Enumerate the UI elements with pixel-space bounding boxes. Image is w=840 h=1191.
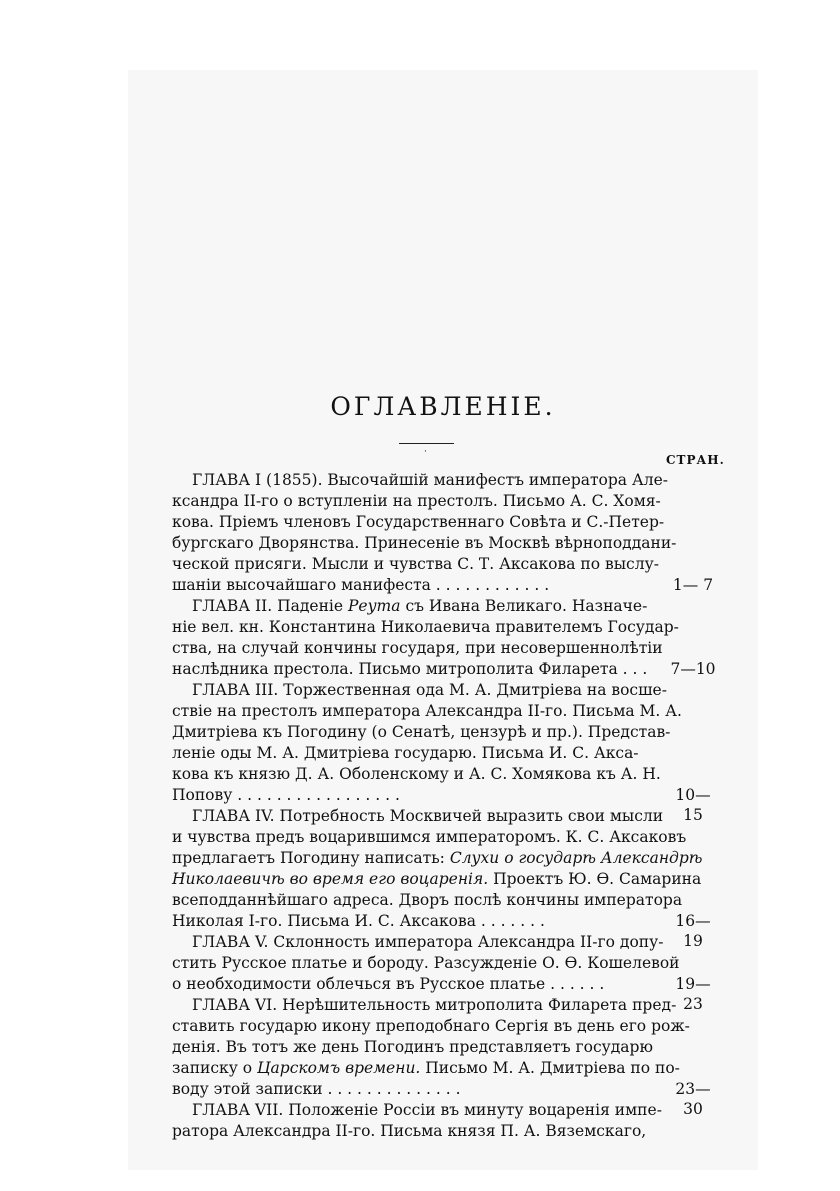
- toc-page-range: 16—19: [675, 912, 711, 950]
- toc-line: ксандра II-го о вступленіи на престолъ. Письмо А. С. Хомя-: [172, 492, 661, 510]
- toc-italic-term: Николаевичѣ во время его воцаренія.: [172, 870, 489, 888]
- toc-italic-term: Слухи о государѣ Александрѣ: [449, 849, 703, 867]
- toc-line: леніе оды М. А. Дмитріева государю. Письма И. С. Акса-: [172, 744, 639, 762]
- toc-line: кова къ князю Д. А. Оболенскому и А. С. Хомякова къ А. Н.: [172, 765, 661, 783]
- toc-line: Николая I-го. Письма И. С. Аксакова . . . . . . .: [172, 912, 545, 930]
- toc-line: ГЛАВА II. Паденіе Реута съ Ивана Великаго. Назначе-: [192, 597, 648, 615]
- toc-line: Дмитріева къ Погодину (о Сенатѣ, цензурѣ и пр.). Представ-: [172, 723, 671, 741]
- toc-line: ГЛАВА V. Склонность императора Александра II-го допу-: [192, 933, 664, 951]
- toc-line: предлагаетъ Погодину написать: Слухи о государѣ Александрѣ: [172, 849, 703, 867]
- toc-line: ГЛАВА I (1855). Высочайшій манифестъ императора Але-: [192, 471, 668, 489]
- title-rule-dot: ·: [424, 447, 427, 457]
- toc-page-range: 7—10: [670, 660, 716, 678]
- pages-column-header: СТРАН.: [666, 453, 725, 467]
- toc-line: бургскаго Дворянства. Принесеніе въ Москвѣ вѣрноподдани-: [172, 534, 677, 552]
- title-rule: [399, 443, 454, 444]
- toc-page-range: 10—15: [675, 786, 711, 824]
- toc-line: Попову . . . . . . . . . . . . . . . . .: [172, 786, 400, 804]
- toc-line: о необходимости облечься въ Русское платье . . . . . .: [172, 975, 605, 993]
- toc-line: всеподданнѣйшаго адреса. Дворъ послѣ кончины императора: [172, 891, 683, 909]
- toc-page-range: 19—23: [675, 975, 711, 1013]
- toc-line: кова. Пріемъ членовъ Государственнаго Совѣта и С.-Петер-: [172, 513, 665, 531]
- toc-line: ніе вел. кн. Константина Николаевича правителемъ Государ-: [172, 618, 679, 636]
- toc-line: записку о Царскомъ времени. Письмо М. А. Дмитріева по по-: [172, 1059, 680, 1077]
- toc-line: ствіе на престолъ императора Александра II-го. Письма М. А.: [172, 702, 682, 720]
- toc-line: ГЛАВА VI. Нерѣшительность митрополита Филарета пред-: [192, 996, 677, 1014]
- toc-line: наслѣдника престола. Письмо митрополита Филарета . . .: [172, 660, 648, 678]
- toc-page-range: 1— 7: [672, 576, 714, 594]
- toc-italic-term: Реута: [347, 597, 401, 615]
- toc-line: Николаевичѣ во время его воцаренія. Проектъ Ю. Ѳ. Самарина: [172, 870, 702, 888]
- toc-line: ГЛАВА VII. Положеніе Россіи въ минуту воцаренія импе-: [192, 1101, 662, 1119]
- toc-line: ства, на случай кончины государя, при несовершеннолѣтіи: [172, 639, 663, 657]
- toc-line: воду этой записки . . . . . . . . . . . . . .: [172, 1080, 461, 1098]
- toc-line: ГЛАВА III. Торжественная ода М. А. Дмитріева на восше-: [192, 681, 667, 699]
- toc-line: шаніи высочайшаго манифеста . . . . . . . . . . . .: [172, 576, 550, 594]
- toc-page-range: 23—30: [675, 1080, 711, 1118]
- toc-line: ГЛАВА IV. Потребность Москвичей выразить свои мысли: [192, 807, 664, 825]
- toc-italic-term: Царскомъ времени.: [257, 1059, 421, 1077]
- toc-line: и чувства предъ воцарившимся императоромъ. К. С. Аксаковъ: [172, 828, 687, 846]
- book-page: [128, 70, 758, 1170]
- page-title: ОГЛАВЛЕНІЕ.: [330, 392, 556, 421]
- toc-line: ческой присяги. Мысли и чувства С. Т. Аксакова по выслу-: [172, 555, 659, 573]
- toc-line: денія. Въ тотъ же день Погодинъ представляетъ государю: [172, 1038, 653, 1056]
- toc-line: ставить государю икону преподобнаго Сергія въ день его рож-: [172, 1017, 690, 1035]
- toc-line: ратора Александра II-го. Письма князя П. А. Вяземскаго,: [172, 1122, 647, 1140]
- toc-line: стить Русское платье и бороду. Разсужденіе О. Ѳ. Кошелевой: [172, 954, 680, 972]
